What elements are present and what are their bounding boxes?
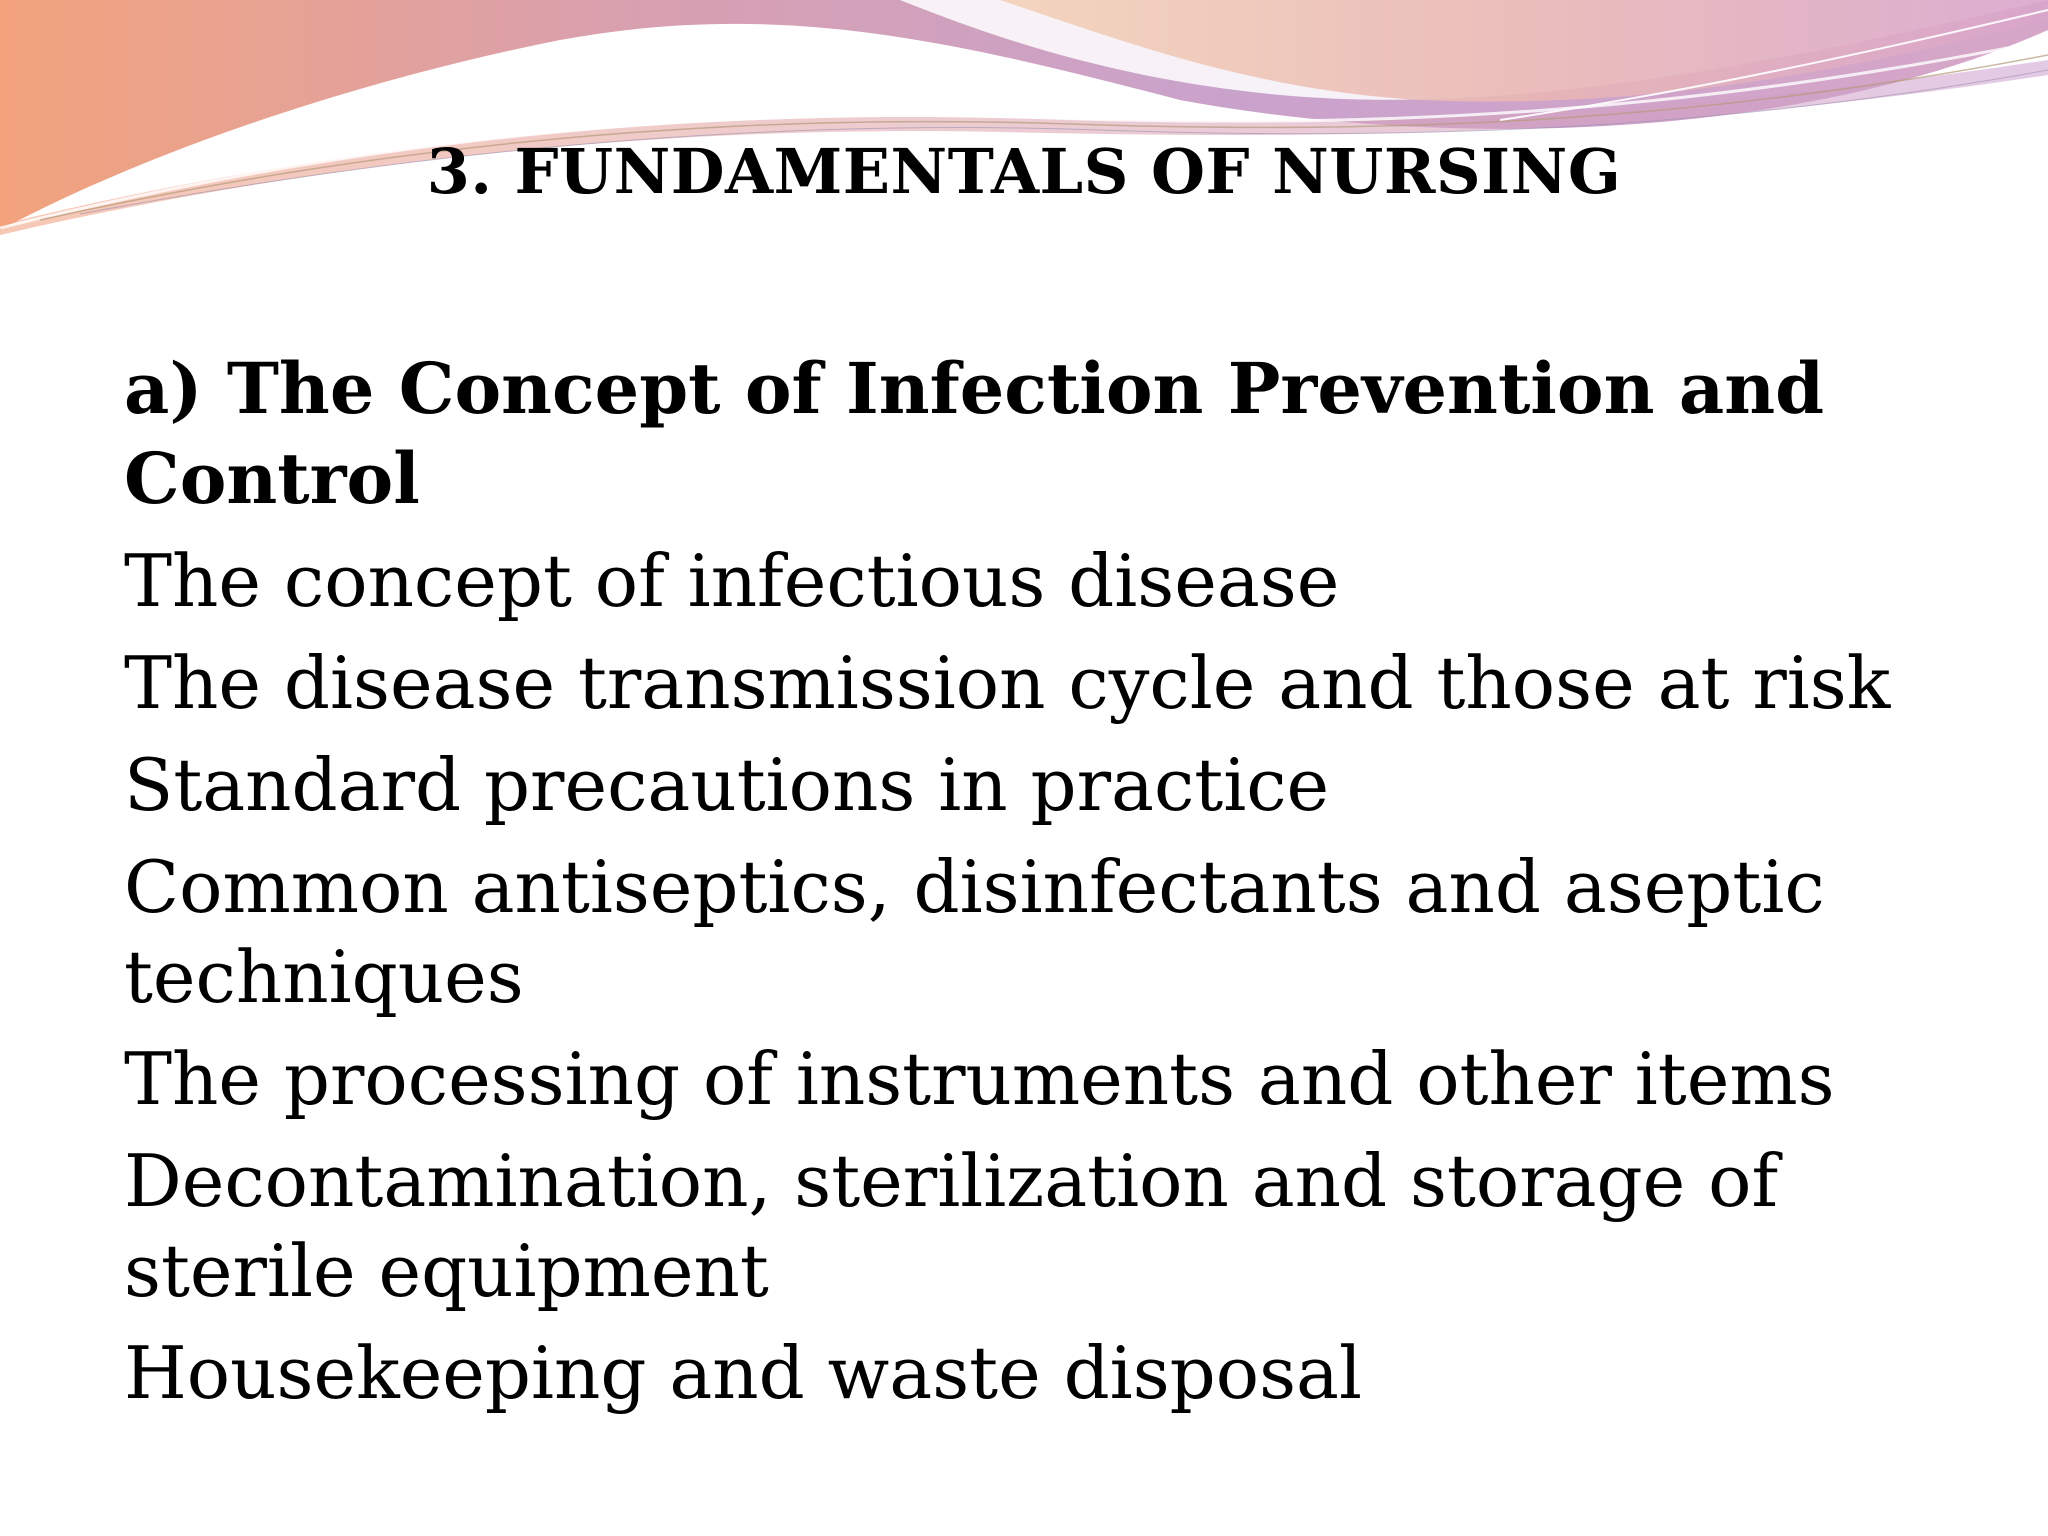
topic-item: The disease transmission cycle and those at risk <box>124 641 1891 725</box>
slide-content <box>124 344 2004 1430</box>
topic-item: Common antiseptics, disinfectants and aseptic techniques <box>124 845 1825 1019</box>
section-subheading: a) The Concept of Infection Prevention and Control <box>124 347 1825 520</box>
topic-list <box>124 536 2004 1418</box>
topic-item: Standard precautions in practice <box>124 743 1330 827</box>
topic-item: The processing of instruments and other items <box>124 1037 1835 1121</box>
topic-item: Decontamination, sterilization and storage of sterile equipment <box>124 1139 1779 1313</box>
topic-item: Housekeeping and waste disposal <box>124 1331 1362 1415</box>
slide-title: 3. FUNDAMENTALS OF NURSING <box>426 135 1622 208</box>
topic-item: The concept of infectious disease <box>124 539 1340 623</box>
